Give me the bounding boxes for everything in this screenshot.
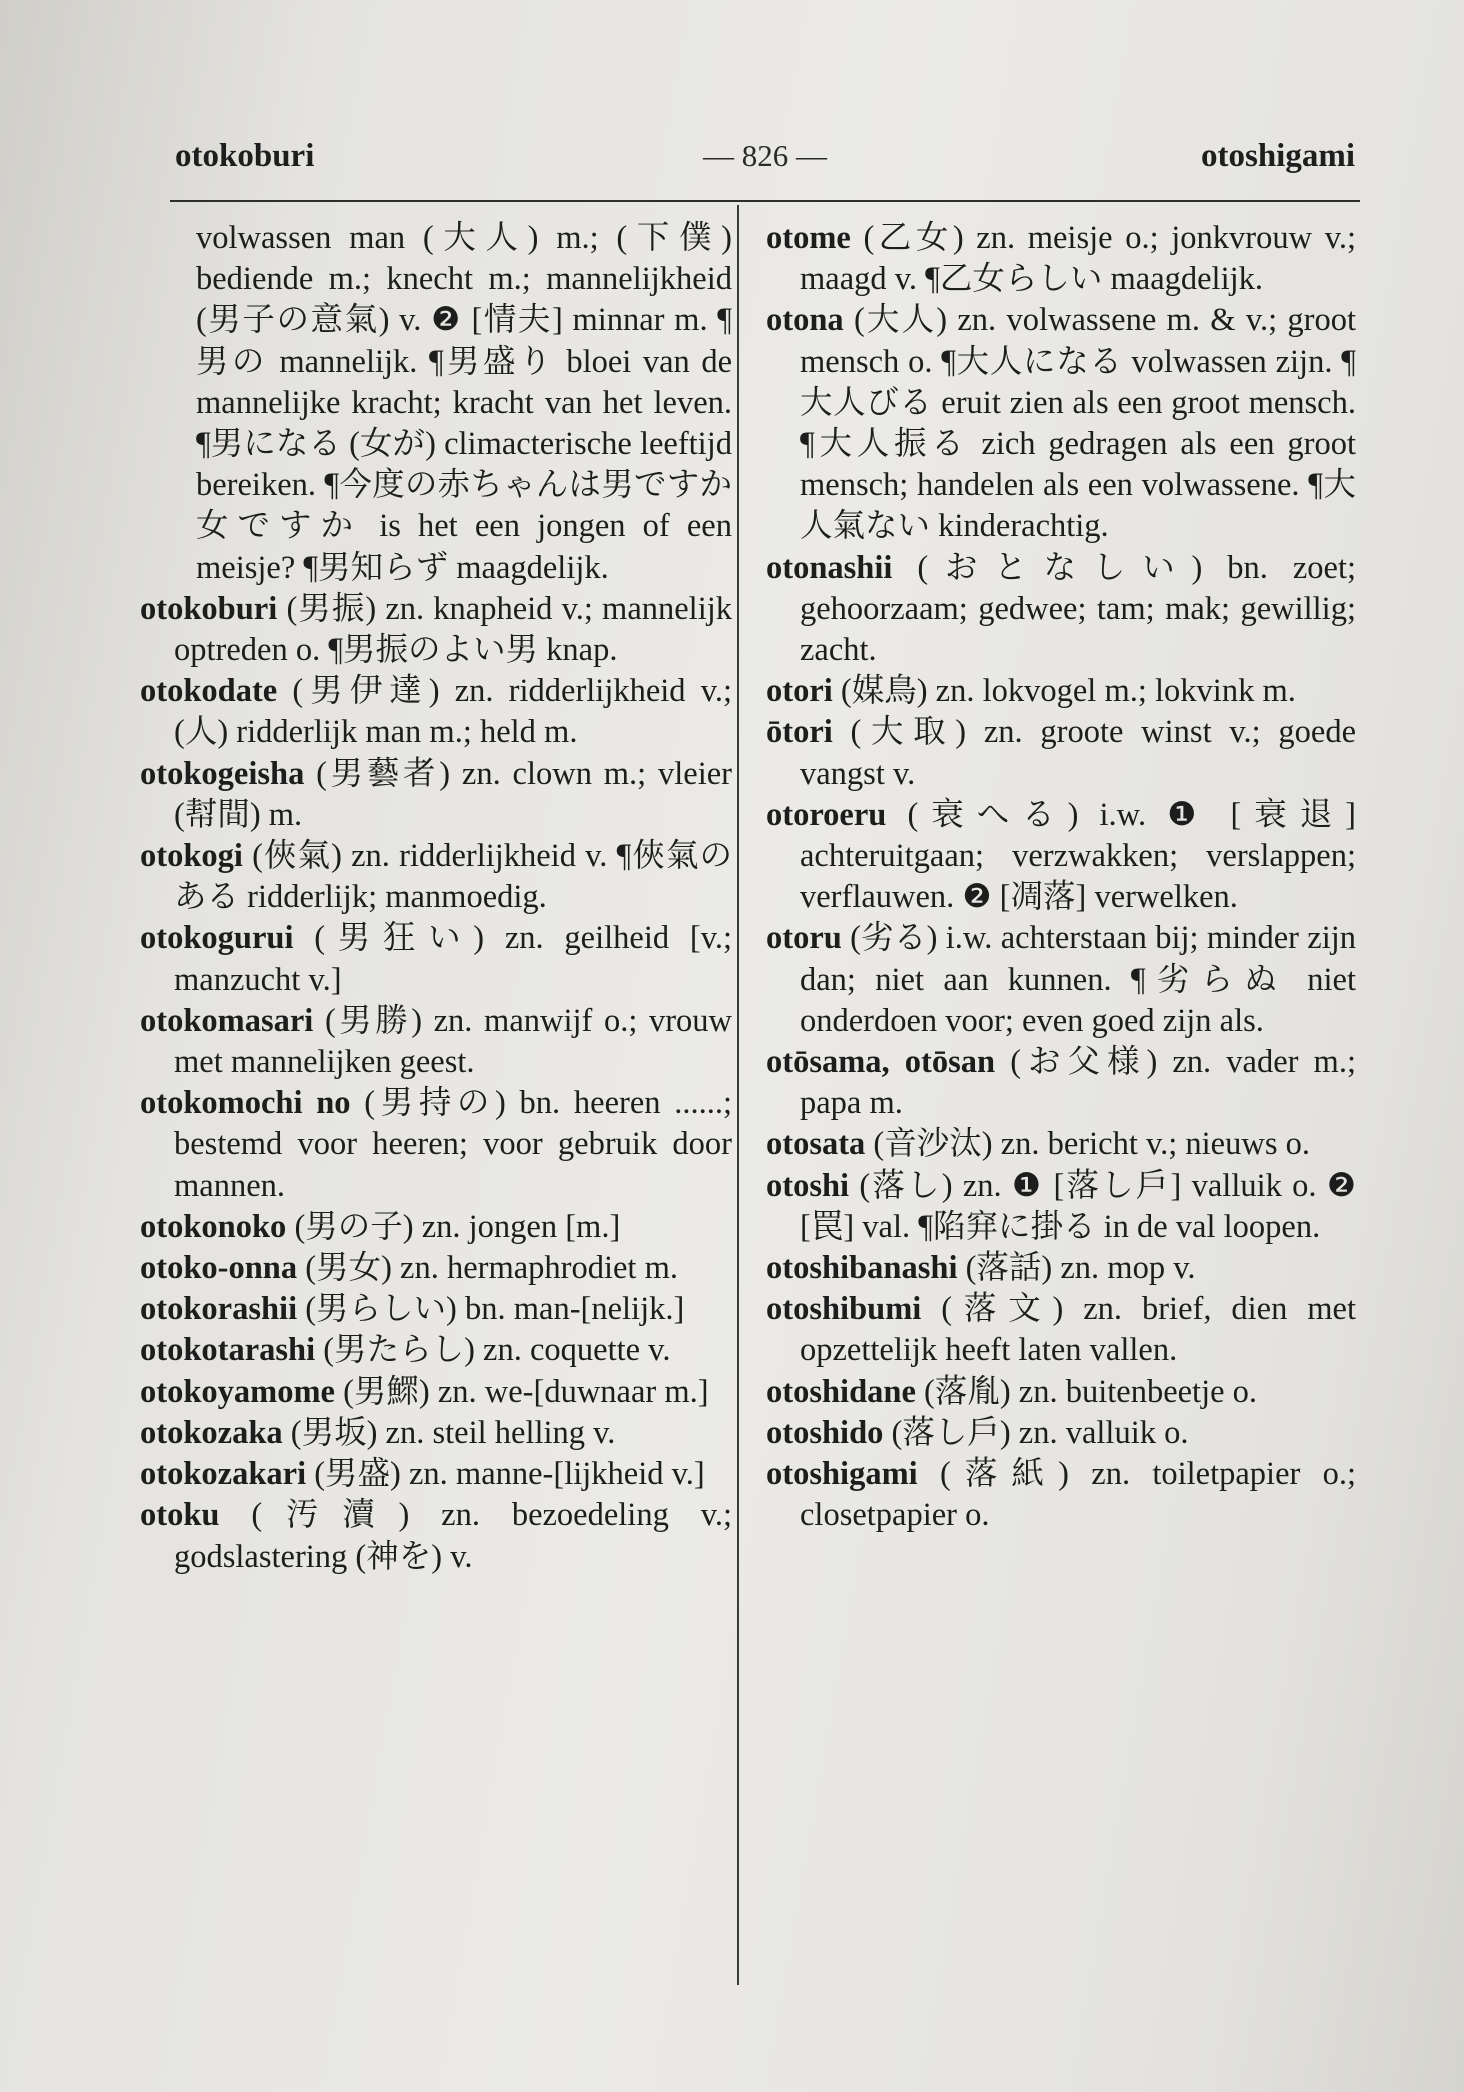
entry-definition: (音沙汰) zn. bericht v.; nieuws o. xyxy=(873,1126,1310,1163)
entry-definition: (男盛) zn. manne-[lijkheid v.] xyxy=(314,1456,705,1493)
left-column xyxy=(140,218,732,1578)
entry-definition: (媒鳥) zn. lokvogel m.; lokvink m. xyxy=(840,673,1296,710)
entry-definition: (落し) zn. ❶ [落し戶] valluik o. ❷ [罠] val. ¶陷穽に掛る in de val loopen. xyxy=(800,1167,1356,1245)
entry-definition: (男持の) bn. heeren ......; bestemd voor heeren; voor gebruik door mannen. xyxy=(174,1085,733,1204)
dictionary-entry xyxy=(140,1289,732,1330)
entry-definition: (男狂い) zn. geilheid [v.; manzucht v.] xyxy=(174,920,732,998)
dictionary-entry xyxy=(140,1001,732,1083)
entry-headword: otokomasari xyxy=(140,1002,314,1039)
entry-headword: otokorashii xyxy=(140,1291,298,1328)
left-guide-word: otokoburi xyxy=(175,138,315,174)
entry-headword: otonashii xyxy=(766,549,893,586)
dictionary-entry xyxy=(140,1454,732,1495)
entry-definition: (衰へる) i.w. ❶ [衰退] achteruitgaan; verzwakken; verslappen; verflauwen. ❷ [凋落] verwelken. xyxy=(800,796,1356,916)
dictionary-entry xyxy=(140,1413,732,1454)
entry-definition: (落紙) zn. toiletpapier o.; closetpapier o. xyxy=(800,1456,1356,1534)
entry-headword: otoshibanashi xyxy=(766,1250,958,1287)
dictionary-entry xyxy=(140,1495,732,1577)
entry-definition: (男たらし) zn. coquette v. xyxy=(323,1332,671,1369)
dictionary-entry xyxy=(140,589,732,671)
entry-headword: otokoyamome xyxy=(140,1373,335,1410)
entry-headword: otoku xyxy=(140,1497,220,1534)
entry-definition: (男の子) zn. jongen [m.] xyxy=(294,1208,621,1245)
entry-definition: (男振) zn. knapheid v.; mannelijk optreden o. ¶男振のよい男 knap. xyxy=(174,590,733,669)
entry-headword: otoshidane xyxy=(766,1373,916,1410)
page-header xyxy=(175,138,1355,198)
entry-definition: (落話) zn. mop v. xyxy=(965,1250,1196,1287)
dictionary-entry xyxy=(140,1330,732,1371)
entry-headword: otoshi xyxy=(766,1167,850,1204)
entry-headword: otokozakari xyxy=(140,1456,307,1493)
dictionary-entry xyxy=(766,918,1356,1042)
dictionary-entry xyxy=(766,671,1356,712)
entry-continuation xyxy=(140,218,732,589)
entry-headword: otoroeru xyxy=(766,796,887,833)
dictionary-entry xyxy=(140,836,732,918)
entry-headword: otokodate xyxy=(140,673,278,710)
entry-headword: otoru xyxy=(766,920,842,957)
dictionary-entry xyxy=(766,1413,1356,1454)
entry-headword: otokotarashi xyxy=(140,1332,316,1369)
dictionary-entry xyxy=(766,548,1356,672)
entry-definition: (男藝者) zn. clown m.; vleier (幇間) m. xyxy=(174,755,732,833)
entry-definition: (男伊達) zn. ridderlijkheid v.; (人) ridderlijk man m.; held m. xyxy=(174,673,732,751)
dictionary-entry xyxy=(766,1124,1356,1165)
entry-definition: (大人) zn. volwassene m. & v.; groot mensch o. ¶大人になる volwassen zijn. ¶大人びる eruit zien als een groot mensch. ¶大人振る zich gedragen als een groot mensch; handelen als een volwassene. ¶大人氣ない kinderachtig. xyxy=(800,302,1356,545)
dictionary-entry xyxy=(140,1248,732,1289)
dictionary-entry xyxy=(766,300,1356,547)
dictionary-entry xyxy=(766,1454,1356,1536)
entry-definition: (劣る) i.w. achterstaan bij; minder zijn dan; niet aan kunnen. ¶劣らぬ niet onderdoen voor; even goed zijn als. xyxy=(800,920,1357,1039)
entry-headword: otoshibumi xyxy=(766,1291,922,1328)
dictionary-entry xyxy=(766,795,1356,919)
entry-headword: otoshido xyxy=(766,1414,884,1451)
entry-definition: (お父様) zn. vader m.; papa m. xyxy=(800,1044,1356,1122)
entry-definition: (俠氣) zn. ridderlijkheid v. ¶俠氣のある ridderlijk; manmoedig. xyxy=(174,838,732,916)
entry-definition: (落文) zn. brief, dien met opzettelijk heeft laten vallen. xyxy=(800,1291,1356,1369)
entry-headword: otokonoko xyxy=(140,1208,287,1245)
entry-headword: otokogeisha xyxy=(140,755,305,792)
dictionary-entry xyxy=(766,218,1356,300)
entry-definition: (男勝) zn. manwijf o.; vrouw met mannelijken geest. xyxy=(174,1002,733,1081)
entry-headword: otome xyxy=(766,220,851,256)
entry-headword: ōtori xyxy=(766,714,833,751)
entry-headword: otoshigami xyxy=(766,1456,918,1493)
entry-headword: otosata xyxy=(766,1126,866,1163)
dictionary-entry xyxy=(766,1166,1356,1248)
dictionary-entry xyxy=(766,1248,1356,1289)
dictionary-entry xyxy=(140,754,732,836)
entry-definition: (男らしい) bn. man-[nelijk.] xyxy=(305,1291,685,1328)
dictionary-entry xyxy=(140,918,732,1000)
dictionary-entry xyxy=(140,671,732,753)
entry-definition: (汚瀆) zn. bezoedeling v.; godslastering (神を) v. xyxy=(174,1497,733,1575)
entry-definition: (落胤) zn. buitenbeetje o. xyxy=(924,1373,1258,1410)
entry-headword: otoko-onna xyxy=(140,1250,298,1287)
entry-definition: (おとなしい) bn. zoet; gehoorzaam; gedwee; tam; mak; gewillig; zacht. xyxy=(800,549,1356,669)
entry-headword: otokoburi xyxy=(140,590,278,627)
entry-definition: (男鰥) zn. we-[duwnaar m.] xyxy=(343,1373,709,1410)
entry-headword: otōsama, otōsan xyxy=(766,1044,996,1081)
page-number: — 826 — xyxy=(703,138,827,173)
entry-definition: (落し戶) zn. valluik o. xyxy=(891,1414,1189,1451)
header-rule xyxy=(170,200,1360,202)
entry-headword: otokogi xyxy=(140,838,243,875)
dictionary-entry xyxy=(140,1207,732,1248)
entry-headword: otona xyxy=(766,302,844,339)
entry-definition: volwassen man (大人) m.; (下僕) bediende m.; knecht m.; mannelijkheid (男子の意氣) v. ❷ [情夫] minnar m. ¶男の mannelijk. ¶男盛り bloei van de mannelijke kracht; kracht van het leven. ¶男になる (女が) climacterische leeftijd bereiken. ¶今度の赤ちゃんは男ですか女ですか is het een jongen of een meisje? ¶男知らず maagdelijk. xyxy=(196,220,732,586)
entry-definition: (男女) zn. hermaphrodiet m. xyxy=(305,1250,678,1287)
right-column xyxy=(766,218,1356,1537)
entry-headword: otokozaka xyxy=(140,1414,283,1451)
entry-definition: (男坂) zn. steil helling v. xyxy=(290,1414,616,1451)
dictionary-entry xyxy=(766,1372,1356,1413)
dictionary-entry xyxy=(766,1042,1356,1124)
entry-definition: (大取) zn. groote winst v.; goede vangst v. xyxy=(800,714,1357,792)
dictionary-entry xyxy=(766,712,1356,794)
entry-headword: otokogurui xyxy=(140,920,294,957)
dictionary-entry xyxy=(140,1083,732,1207)
entry-headword: otokomochi no xyxy=(140,1085,351,1122)
right-guide-word: otoshigami xyxy=(1200,138,1355,174)
column-divider xyxy=(737,205,739,1985)
dictionary-entry xyxy=(140,1372,732,1413)
dictionary-entry xyxy=(766,1289,1356,1371)
entry-definition: (乙女) zn. meisje o.; jonkvrouw v.; maagd v. ¶乙女らしい maagdelijk. xyxy=(800,220,1356,298)
entry-headword: otori xyxy=(766,673,833,710)
